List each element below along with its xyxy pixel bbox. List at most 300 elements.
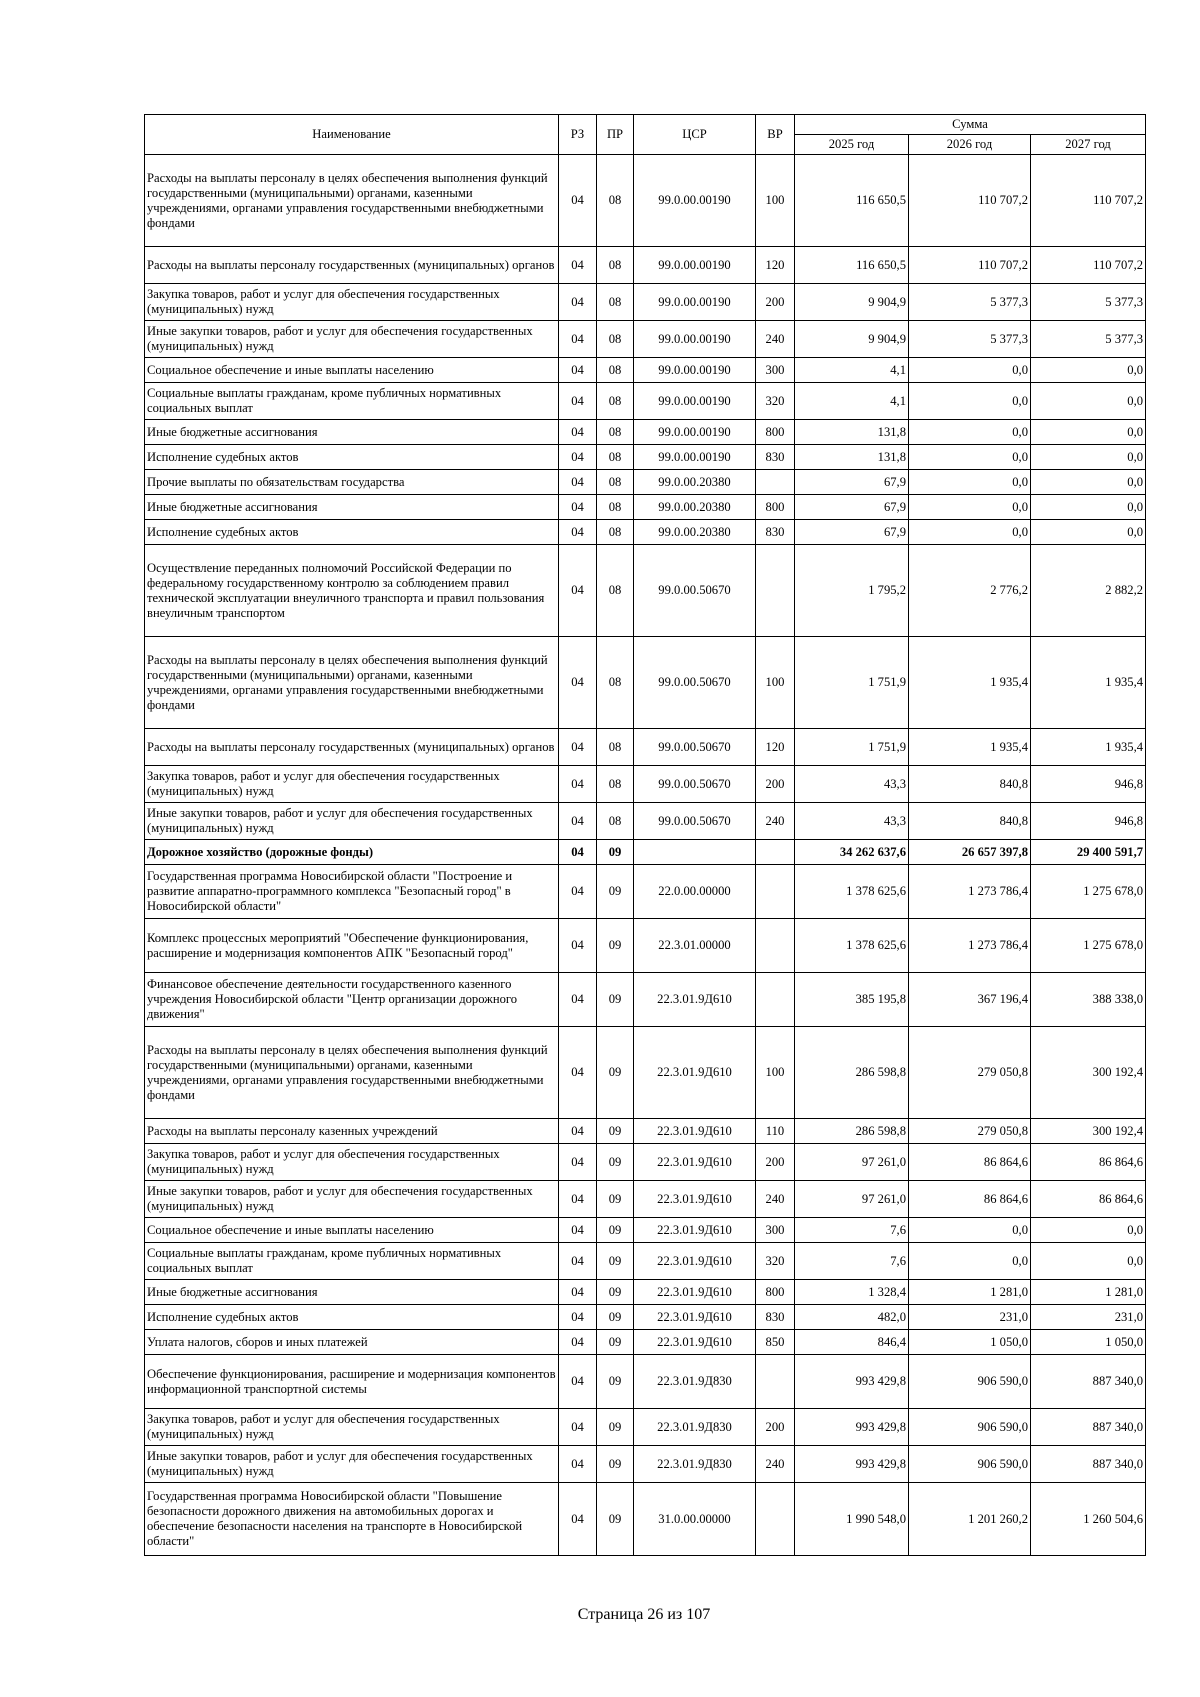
header-sum: Сумма bbox=[795, 115, 1146, 135]
cell-pr: 08 bbox=[597, 495, 634, 520]
cell-csr: 99.0.00.00190 bbox=[634, 247, 756, 284]
cell-2025: 9 904,9 bbox=[795, 284, 909, 321]
cell-2025: 286 598,8 bbox=[795, 1119, 909, 1144]
cell-name: Расходы на выплаты персоналу государственных (муниципальных) органов bbox=[145, 729, 559, 766]
cell-2027: 300 192,4 bbox=[1031, 1119, 1146, 1144]
cell-2025: 4,1 bbox=[795, 383, 909, 420]
cell-name: Иные бюджетные ассигнования bbox=[145, 495, 559, 520]
cell-pr: 09 bbox=[597, 973, 634, 1027]
cell-csr: 99.0.00.00190 bbox=[634, 358, 756, 383]
cell-name: Закупка товаров, работ и услуг для обеспечения государственных (муниципальных) нужд bbox=[145, 1144, 559, 1181]
table-row bbox=[145, 1409, 1146, 1446]
cell-2026: 5 377,3 bbox=[909, 321, 1031, 358]
cell-2026: 840,8 bbox=[909, 766, 1031, 803]
cell-2026: 1 273 786,4 bbox=[909, 919, 1031, 973]
table-row bbox=[145, 919, 1146, 973]
cell-pr: 08 bbox=[597, 284, 634, 321]
cell-2027: 1 050,0 bbox=[1031, 1330, 1146, 1355]
cell-2027: 887 340,0 bbox=[1031, 1409, 1146, 1446]
cell-2026: 1 281,0 bbox=[909, 1280, 1031, 1305]
cell-csr: 99.0.00.50670 bbox=[634, 545, 756, 637]
cell-2027: 5 377,3 bbox=[1031, 321, 1146, 358]
cell-2027: 0,0 bbox=[1031, 470, 1146, 495]
cell-2027: 86 864,6 bbox=[1031, 1144, 1146, 1181]
table-row bbox=[145, 1483, 1146, 1556]
cell-vr: 200 bbox=[756, 284, 795, 321]
cell-name: Закупка товаров, работ и услуг для обеспечения государственных (муниципальных) нужд bbox=[145, 1409, 559, 1446]
table-row bbox=[145, 321, 1146, 358]
cell-vr bbox=[756, 470, 795, 495]
cell-2026: 906 590,0 bbox=[909, 1446, 1031, 1483]
cell-2025: 1 751,9 bbox=[795, 729, 909, 766]
cell-name: Социальное обеспечение и иные выплаты населению bbox=[145, 358, 559, 383]
cell-rz: 04 bbox=[559, 729, 597, 766]
cell-rz: 04 bbox=[559, 321, 597, 358]
cell-pr: 09 bbox=[597, 1280, 634, 1305]
cell-vr: 830 bbox=[756, 520, 795, 545]
cell-rz: 04 bbox=[559, 1119, 597, 1144]
cell-vr bbox=[756, 973, 795, 1027]
cell-rz: 04 bbox=[559, 420, 597, 445]
cell-rz: 04 bbox=[559, 284, 597, 321]
cell-2027: 5 377,3 bbox=[1031, 284, 1146, 321]
cell-name: Социальное обеспечение и иные выплаты населению bbox=[145, 1218, 559, 1243]
cell-2025: 116 650,5 bbox=[795, 247, 909, 284]
cell-2026: 1 050,0 bbox=[909, 1330, 1031, 1355]
table-row bbox=[145, 284, 1146, 321]
cell-rz: 04 bbox=[559, 1305, 597, 1330]
cell-2026: 906 590,0 bbox=[909, 1409, 1031, 1446]
table-row bbox=[145, 155, 1146, 247]
cell-csr: 99.0.00.20380 bbox=[634, 520, 756, 545]
cell-2026: 0,0 bbox=[909, 383, 1031, 420]
cell-pr: 09 bbox=[597, 1446, 634, 1483]
table-row bbox=[145, 865, 1146, 919]
cell-csr: 99.0.00.00190 bbox=[634, 383, 756, 420]
cell-2025: 993 429,8 bbox=[795, 1355, 909, 1409]
cell-vr: 200 bbox=[756, 1409, 795, 1446]
cell-2027: 1 935,4 bbox=[1031, 637, 1146, 729]
cell-rz: 04 bbox=[559, 1218, 597, 1243]
table-row bbox=[145, 445, 1146, 470]
cell-2026: 0,0 bbox=[909, 1218, 1031, 1243]
cell-vr: 200 bbox=[756, 1144, 795, 1181]
cell-pr: 09 bbox=[597, 1243, 634, 1280]
cell-2025: 4,1 bbox=[795, 358, 909, 383]
cell-pr: 08 bbox=[597, 803, 634, 840]
cell-2025: 43,3 bbox=[795, 766, 909, 803]
cell-rz: 04 bbox=[559, 865, 597, 919]
cell-2026: 110 707,2 bbox=[909, 155, 1031, 247]
cell-rz: 04 bbox=[559, 1330, 597, 1355]
cell-2027: 0,0 bbox=[1031, 1218, 1146, 1243]
cell-vr: 830 bbox=[756, 1305, 795, 1330]
cell-rz: 04 bbox=[559, 1409, 597, 1446]
cell-csr: 99.0.00.00190 bbox=[634, 155, 756, 247]
cell-vr bbox=[756, 865, 795, 919]
table-row bbox=[145, 358, 1146, 383]
cell-2027: 1 281,0 bbox=[1031, 1280, 1146, 1305]
table-row bbox=[145, 1330, 1146, 1355]
table-row bbox=[145, 1027, 1146, 1119]
page-number: Страница 26 из 107 bbox=[577, 1606, 711, 1623]
cell-csr: 22.3.01.9Д830 bbox=[634, 1446, 756, 1483]
cell-name: Государственная программа Новосибирской области "Повышение безопасности дорожного движения на автомобильных дорогах и обеспечение безопасности населения на транспорте в Новосибирской области" bbox=[145, 1483, 559, 1556]
cell-pr: 09 bbox=[597, 1409, 634, 1446]
cell-pr: 09 bbox=[597, 1330, 634, 1355]
table-row bbox=[145, 1181, 1146, 1218]
cell-2026: 0,0 bbox=[909, 495, 1031, 520]
cell-vr: 300 bbox=[756, 358, 795, 383]
cell-pr: 08 bbox=[597, 321, 634, 358]
header-rz: РЗ bbox=[559, 115, 597, 155]
cell-pr: 09 bbox=[597, 865, 634, 919]
header-2026: 2026 год bbox=[909, 135, 1031, 155]
cell-2026: 0,0 bbox=[909, 420, 1031, 445]
cell-vr: 850 bbox=[756, 1330, 795, 1355]
cell-2025: 1 990 548,0 bbox=[795, 1483, 909, 1556]
header-2025: 2025 год bbox=[795, 135, 909, 155]
table-row bbox=[145, 545, 1146, 637]
cell-csr: 99.0.00.00190 bbox=[634, 445, 756, 470]
cell-rz: 04 bbox=[559, 495, 597, 520]
cell-vr: 240 bbox=[756, 1181, 795, 1218]
cell-2026: 2 776,2 bbox=[909, 545, 1031, 637]
cell-2026: 0,0 bbox=[909, 445, 1031, 470]
cell-2025: 97 261,0 bbox=[795, 1144, 909, 1181]
cell-name: Финансовое обеспечение деятельности государственного казенного учреждения Новосибирской области "Центр организации дорожного движения" bbox=[145, 973, 559, 1027]
cell-2027: 0,0 bbox=[1031, 495, 1146, 520]
header-pr: ПР bbox=[597, 115, 634, 155]
cell-2027: 231,0 bbox=[1031, 1305, 1146, 1330]
cell-vr bbox=[756, 919, 795, 973]
cell-2027: 300 192,4 bbox=[1031, 1027, 1146, 1119]
cell-rz: 04 bbox=[559, 803, 597, 840]
cell-name: Расходы на выплаты персоналу в целях обеспечения выполнения функций государственными (муниципальными) органами, казенными учреждениями, органами управления государственными внебюджетными фондами bbox=[145, 1027, 559, 1119]
cell-rz: 04 bbox=[559, 1243, 597, 1280]
cell-name: Расходы на выплаты персоналу государственных (муниципальных) органов bbox=[145, 247, 559, 284]
cell-2025: 116 650,5 bbox=[795, 155, 909, 247]
cell-pr: 08 bbox=[597, 247, 634, 284]
cell-2026: 906 590,0 bbox=[909, 1355, 1031, 1409]
cell-name: Социальные выплаты гражданам, кроме публичных нормативных социальных выплат bbox=[145, 1243, 559, 1280]
cell-rz: 04 bbox=[559, 1446, 597, 1483]
cell-2027: 0,0 bbox=[1031, 1243, 1146, 1280]
cell-csr: 22.3.01.9Д610 bbox=[634, 1330, 756, 1355]
cell-2025: 7,6 bbox=[795, 1243, 909, 1280]
cell-vr bbox=[756, 1483, 795, 1556]
cell-rz: 04 bbox=[559, 1144, 597, 1181]
header-vr: ВР bbox=[756, 115, 795, 155]
cell-csr: 99.0.00.50670 bbox=[634, 803, 756, 840]
cell-csr: 99.0.00.00190 bbox=[634, 284, 756, 321]
table-row bbox=[145, 1305, 1146, 1330]
cell-2026: 86 864,6 bbox=[909, 1181, 1031, 1218]
cell-pr: 08 bbox=[597, 729, 634, 766]
cell-pr: 08 bbox=[597, 470, 634, 495]
cell-csr: 99.0.00.50670 bbox=[634, 637, 756, 729]
budget-table bbox=[144, 114, 1146, 1556]
cell-name: Расходы на выплаты персоналу в целях обеспечения выполнения функций государственными (муниципальными) органами, казенными учреждениями, органами управления государственными внебюджетными фондами bbox=[145, 637, 559, 729]
cell-csr: 22.3.01.9Д610 bbox=[634, 1027, 756, 1119]
cell-vr: 110 bbox=[756, 1119, 795, 1144]
cell-2027: 887 340,0 bbox=[1031, 1355, 1146, 1409]
cell-2027: 0,0 bbox=[1031, 445, 1146, 470]
cell-name: Уплата налогов, сборов и иных платежей bbox=[145, 1330, 559, 1355]
table-row bbox=[145, 729, 1146, 766]
cell-csr: 99.0.00.20380 bbox=[634, 470, 756, 495]
cell-2026: 1 935,4 bbox=[909, 637, 1031, 729]
cell-rz: 04 bbox=[559, 155, 597, 247]
cell-vr bbox=[756, 840, 795, 865]
cell-vr: 830 bbox=[756, 445, 795, 470]
cell-2025: 846,4 bbox=[795, 1330, 909, 1355]
table-row bbox=[145, 420, 1146, 445]
cell-2025: 385 195,8 bbox=[795, 973, 909, 1027]
cell-rz: 04 bbox=[559, 1027, 597, 1119]
cell-csr: 99.0.00.00190 bbox=[634, 321, 756, 358]
cell-name: Иные закупки товаров, работ и услуг для обеспечения государственных (муниципальных) нужд bbox=[145, 1181, 559, 1218]
cell-rz: 04 bbox=[559, 470, 597, 495]
cell-2025: 482,0 bbox=[795, 1305, 909, 1330]
cell-name: Расходы на выплаты персоналу в целях обеспечения выполнения функций государственными (муниципальными) органами, казенными учреждениями, органами управления государственными внебюджетными фондами bbox=[145, 155, 559, 247]
cell-2027: 1 260 504,6 bbox=[1031, 1483, 1146, 1556]
cell-csr: 22.3.01.9Д610 bbox=[634, 1218, 756, 1243]
table-row bbox=[145, 247, 1146, 284]
cell-2027: 0,0 bbox=[1031, 383, 1146, 420]
cell-pr: 08 bbox=[597, 358, 634, 383]
cell-2026: 367 196,4 bbox=[909, 973, 1031, 1027]
cell-csr: 22.3.01.9Д610 bbox=[634, 1243, 756, 1280]
cell-2026: 5 377,3 bbox=[909, 284, 1031, 321]
cell-csr: 99.0.00.20380 bbox=[634, 495, 756, 520]
cell-vr: 120 bbox=[756, 247, 795, 284]
cell-csr: 22.3.01.9Д610 bbox=[634, 973, 756, 1027]
cell-csr: 22.3.01.9Д610 bbox=[634, 1119, 756, 1144]
cell-name: Иные бюджетные ассигнования bbox=[145, 420, 559, 445]
cell-vr: 100 bbox=[756, 1027, 795, 1119]
cell-name: Расходы на выплаты персоналу казенных учреждений bbox=[145, 1119, 559, 1144]
cell-csr: 22.3.01.00000 bbox=[634, 919, 756, 973]
cell-2025: 67,9 bbox=[795, 470, 909, 495]
cell-pr: 09 bbox=[597, 1181, 634, 1218]
table-row bbox=[145, 1119, 1146, 1144]
cell-pr: 09 bbox=[597, 1355, 634, 1409]
cell-2026: 1 201 260,2 bbox=[909, 1483, 1031, 1556]
table-row bbox=[145, 495, 1146, 520]
cell-name: Исполнение судебных актов bbox=[145, 445, 559, 470]
cell-2027: 0,0 bbox=[1031, 520, 1146, 545]
cell-2026: 279 050,8 bbox=[909, 1027, 1031, 1119]
cell-rz: 04 bbox=[559, 383, 597, 420]
cell-pr: 08 bbox=[597, 445, 634, 470]
cell-csr: 22.0.00.00000 bbox=[634, 865, 756, 919]
cell-vr: 240 bbox=[756, 1446, 795, 1483]
cell-pr: 09 bbox=[597, 1119, 634, 1144]
cell-2025: 1 378 625,6 bbox=[795, 919, 909, 973]
cell-rz: 04 bbox=[559, 1355, 597, 1409]
table-body bbox=[145, 155, 1146, 1556]
cell-name: Иные бюджетные ассигнования bbox=[145, 1280, 559, 1305]
cell-name: Иные закупки товаров, работ и услуг для обеспечения государственных (муниципальных) нужд bbox=[145, 321, 559, 358]
cell-2027: 887 340,0 bbox=[1031, 1446, 1146, 1483]
cell-vr: 100 bbox=[756, 637, 795, 729]
cell-rz: 04 bbox=[559, 973, 597, 1027]
cell-rz: 04 bbox=[559, 445, 597, 470]
cell-rz: 04 bbox=[559, 545, 597, 637]
cell-2026: 1 935,4 bbox=[909, 729, 1031, 766]
cell-2027: 0,0 bbox=[1031, 420, 1146, 445]
cell-rz: 04 bbox=[559, 1280, 597, 1305]
cell-name: Дорожное хозяйство (дорожные фонды) bbox=[145, 840, 559, 865]
cell-2027: 2 882,2 bbox=[1031, 545, 1146, 637]
cell-rz: 04 bbox=[559, 1181, 597, 1218]
cell-2025: 131,8 bbox=[795, 420, 909, 445]
cell-2025: 1 795,2 bbox=[795, 545, 909, 637]
cell-2025: 9 904,9 bbox=[795, 321, 909, 358]
cell-pr: 08 bbox=[597, 155, 634, 247]
cell-vr: 320 bbox=[756, 383, 795, 420]
cell-2027: 110 707,2 bbox=[1031, 247, 1146, 284]
cell-csr: 22.3.01.9Д610 bbox=[634, 1144, 756, 1181]
cell-2027: 946,8 bbox=[1031, 803, 1146, 840]
cell-2025: 1 378 625,6 bbox=[795, 865, 909, 919]
cell-2025: 67,9 bbox=[795, 495, 909, 520]
cell-2026: 86 864,6 bbox=[909, 1144, 1031, 1181]
cell-pr: 08 bbox=[597, 545, 634, 637]
table-row bbox=[145, 1144, 1146, 1181]
cell-2026: 840,8 bbox=[909, 803, 1031, 840]
cell-vr: 120 bbox=[756, 729, 795, 766]
cell-vr: 800 bbox=[756, 1280, 795, 1305]
cell-name: Прочие выплаты по обязательствам государства bbox=[145, 470, 559, 495]
cell-pr: 09 bbox=[597, 919, 634, 973]
table-row bbox=[145, 1218, 1146, 1243]
cell-2025: 67,9 bbox=[795, 520, 909, 545]
cell-pr: 08 bbox=[597, 420, 634, 445]
cell-csr: 22.3.01.9Д610 bbox=[634, 1280, 756, 1305]
cell-pr: 08 bbox=[597, 637, 634, 729]
cell-2026: 0,0 bbox=[909, 1243, 1031, 1280]
table-row bbox=[145, 840, 1146, 865]
cell-csr bbox=[634, 840, 756, 865]
cell-vr: 100 bbox=[756, 155, 795, 247]
cell-2026: 231,0 bbox=[909, 1305, 1031, 1330]
cell-2026: 1 273 786,4 bbox=[909, 865, 1031, 919]
cell-name: Исполнение судебных актов bbox=[145, 1305, 559, 1330]
cell-2027: 29 400 591,7 bbox=[1031, 840, 1146, 865]
cell-rz: 04 bbox=[559, 247, 597, 284]
cell-csr: 99.0.00.50670 bbox=[634, 766, 756, 803]
cell-pr: 09 bbox=[597, 1483, 634, 1556]
cell-rz: 04 bbox=[559, 1483, 597, 1556]
cell-2026: 0,0 bbox=[909, 358, 1031, 383]
cell-rz: 04 bbox=[559, 520, 597, 545]
cell-csr: 22.3.01.9Д610 bbox=[634, 1305, 756, 1330]
cell-2025: 131,8 bbox=[795, 445, 909, 470]
table-row bbox=[145, 1243, 1146, 1280]
header-name: Наименование bbox=[145, 115, 559, 155]
cell-pr: 09 bbox=[597, 840, 634, 865]
cell-csr: 99.0.00.50670 bbox=[634, 729, 756, 766]
cell-name: Осуществление переданных полномочий Российской Федерации по федеральному государственному контролю за соблюдением правил технической эксплуатации внеуличного транспорта и правил пользования внеуличным транспортом bbox=[145, 545, 559, 637]
cell-name: Закупка товаров, работ и услуг для обеспечения государственных (муниципальных) нужд bbox=[145, 284, 559, 321]
cell-name: Государственная программа Новосибирской области "Построение и развитие аппаратно-программного комплекса "Безопасный город" в Новосибирской области" bbox=[145, 865, 559, 919]
table-row bbox=[145, 973, 1146, 1027]
cell-2026: 26 657 397,8 bbox=[909, 840, 1031, 865]
cell-csr: 22.3.01.9Д830 bbox=[634, 1355, 756, 1409]
cell-name: Социальные выплаты гражданам, кроме публичных нормативных социальных выплат bbox=[145, 383, 559, 420]
cell-vr: 800 bbox=[756, 495, 795, 520]
cell-rz: 04 bbox=[559, 637, 597, 729]
cell-2027: 1 275 678,0 bbox=[1031, 919, 1146, 973]
table-row bbox=[145, 1355, 1146, 1409]
cell-name: Иные закупки товаров, работ и услуг для обеспечения государственных (муниципальных) нужд bbox=[145, 1446, 559, 1483]
cell-2025: 34 262 637,6 bbox=[795, 840, 909, 865]
table-row bbox=[145, 637, 1146, 729]
cell-2027: 110 707,2 bbox=[1031, 155, 1146, 247]
cell-2027: 86 864,6 bbox=[1031, 1181, 1146, 1218]
cell-name: Закупка товаров, работ и услуг для обеспечения государственных (муниципальных) нужд bbox=[145, 766, 559, 803]
table-row bbox=[145, 383, 1146, 420]
cell-2026: 110 707,2 bbox=[909, 247, 1031, 284]
cell-2025: 43,3 bbox=[795, 803, 909, 840]
table-row bbox=[145, 803, 1146, 840]
cell-csr: 22.3.01.9Д830 bbox=[634, 1409, 756, 1446]
cell-csr: 31.0.00.00000 bbox=[634, 1483, 756, 1556]
cell-vr: 240 bbox=[756, 321, 795, 358]
cell-pr: 09 bbox=[597, 1027, 634, 1119]
cell-vr bbox=[756, 1355, 795, 1409]
header-2027: 2027 год bbox=[1031, 135, 1146, 155]
header-csr: ЦСР bbox=[634, 115, 756, 155]
cell-vr: 800 bbox=[756, 420, 795, 445]
cell-pr: 09 bbox=[597, 1218, 634, 1243]
cell-name: Комплекс процессных мероприятий "Обеспечение функционирования, расширение и модернизация компонентов АПК "Безопасный город" bbox=[145, 919, 559, 973]
cell-2027: 1 935,4 bbox=[1031, 729, 1146, 766]
cell-name: Иные закупки товаров, работ и услуг для обеспечения государственных (муниципальных) нужд bbox=[145, 803, 559, 840]
cell-2025: 993 429,8 bbox=[795, 1446, 909, 1483]
cell-pr: 08 bbox=[597, 383, 634, 420]
cell-vr: 300 bbox=[756, 1218, 795, 1243]
cell-name: Обеспечение функционирования, расширение и модернизация компонентов информационной транспортной системы bbox=[145, 1355, 559, 1409]
table-row bbox=[145, 1280, 1146, 1305]
cell-vr: 320 bbox=[756, 1243, 795, 1280]
cell-csr: 22.3.01.9Д610 bbox=[634, 1181, 756, 1218]
cell-2027: 1 275 678,0 bbox=[1031, 865, 1146, 919]
cell-rz: 04 bbox=[559, 840, 597, 865]
cell-rz: 04 bbox=[559, 919, 597, 973]
cell-vr bbox=[756, 545, 795, 637]
cell-pr: 08 bbox=[597, 520, 634, 545]
cell-2026: 0,0 bbox=[909, 470, 1031, 495]
cell-2025: 1 328,4 bbox=[795, 1280, 909, 1305]
cell-vr: 240 bbox=[756, 803, 795, 840]
table-header bbox=[145, 115, 1146, 155]
cell-2025: 993 429,8 bbox=[795, 1409, 909, 1446]
cell-2027: 0,0 bbox=[1031, 358, 1146, 383]
cell-csr: 99.0.00.00190 bbox=[634, 420, 756, 445]
cell-name: Исполнение судебных актов bbox=[145, 520, 559, 545]
cell-2025: 286 598,8 bbox=[795, 1027, 909, 1119]
cell-2027: 388 338,0 bbox=[1031, 973, 1146, 1027]
cell-vr: 200 bbox=[756, 766, 795, 803]
cell-2025: 97 261,0 bbox=[795, 1181, 909, 1218]
cell-rz: 04 bbox=[559, 766, 597, 803]
cell-2027: 946,8 bbox=[1031, 766, 1146, 803]
table-row bbox=[145, 520, 1146, 545]
cell-pr: 09 bbox=[597, 1144, 634, 1181]
